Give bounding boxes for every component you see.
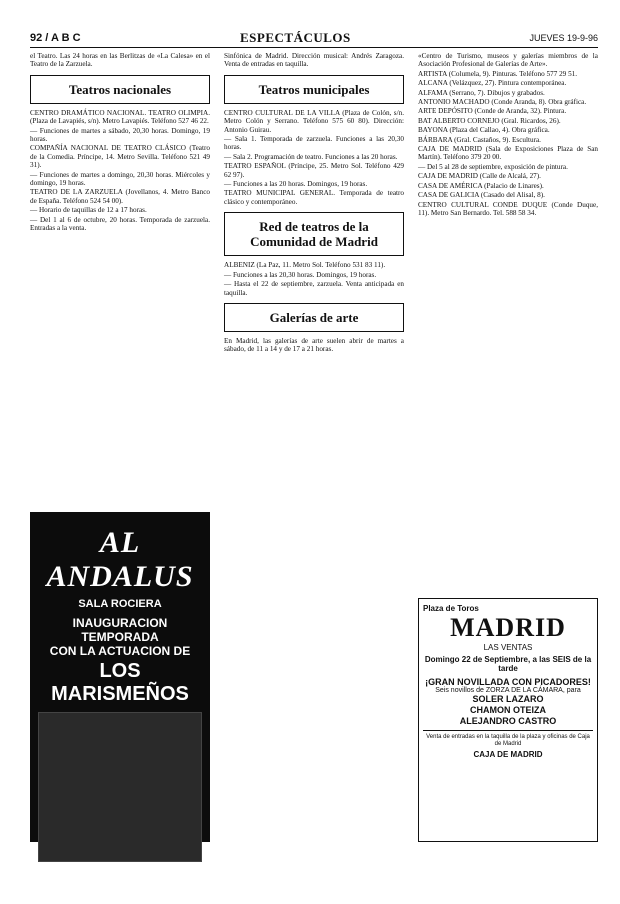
ad-city-title: MADRID (450, 613, 566, 642)
listing: CENTRO CULTURAL DE LA VILLA (Plaza de Colón, s/n. Metro Colón y Serrano. Teléfono 575 60 80). Dirección: Antonio Guirau. (224, 108, 404, 134)
ad-headline: LOS MARISMEÑOS (51, 660, 189, 705)
ad-venue: Plaza de Toros (423, 604, 479, 613)
intro-text: el Teatro. Las 24 horas en las Berlitzas de «La Calesa» en el Teatro de la Zarzuela. (30, 52, 210, 69)
listing: — Sala 1. Temporada de zarzuela. Funciones a las 20,30 horas. (224, 135, 404, 152)
listing: CENTRO DRAMÁTICO NACIONAL. TEATRO OLIMPIA. (Plaza de Lavapiés, s/n). Metro Lavapiés. Teléfono 527 46 22. (30, 108, 210, 126)
listing: — Funciones a las 20,30 horas. Domingos, 19 horas. (224, 270, 377, 279)
ad-bullfighter: CHAMON OTEIZA (470, 705, 546, 715)
ad-bullfighter: SOLER LAZARO (472, 694, 544, 704)
listing: — Hasta el 22 de septiembre, zarzuela. Venta anticipada en taquilla. (224, 280, 404, 297)
ad-sponsor: CAJA DE MADRID (473, 750, 543, 759)
red-teatros-heading: Red de teatros de la Comunidad de Madrid (224, 212, 404, 256)
column-1 (30, 52, 210, 904)
column-2 (224, 52, 404, 842)
gallery-listing: ALCANA (Velázquez, 27). Pintura contemporánea. (418, 79, 567, 88)
listing: En Madrid, las galerías de arte suelen abrir de martes a sábado, de 11 a 14 y de 17 a 21 horas. (224, 336, 404, 354)
ad-phone: RESERVA DE MESAS ☎ 556 14 39 (37, 880, 203, 904)
gallery-listing: ARTISTA (Columela, 9). Pinturas. Teléfono 577 29 51. (418, 69, 578, 78)
listing: — Sala 2. Programación de teatro. Funciones a las 20 horas. (224, 152, 398, 161)
listing: — Funciones a las 20 horas. Domingos, 19 horas. (224, 180, 368, 189)
ad-date: Domingo 22 de Septiembre, a las SEIS de la tarde (424, 655, 592, 673)
gallery-listing: BÁRBARA (Gral. Castaños, 9). Escultura. (418, 135, 541, 144)
bullfight-ad (418, 598, 598, 842)
listing: ALBENIZ (La Paz, 11. Metro Sol. Teléfono 531 83 11). (224, 261, 386, 270)
listings (30, 109, 210, 233)
ad-subtitle: SALA ROCIERA (78, 598, 162, 610)
listing: — Del 1 al 6 de octubre, 20 horas. Temporada de zarzuela. Entradas a la venta. (30, 215, 210, 233)
al-andalus-ad (30, 512, 210, 904)
column-3 (418, 52, 598, 842)
issue-date: JUEVES 19-9-96 (529, 33, 598, 43)
ad-photo (38, 712, 202, 862)
ad-address: CAPITAN HAYA, 19 (75, 868, 165, 879)
listing: TEATRO DE LA ZARZUELA (Jovellanos, 4. Metro Banco de España. Teléfono 524 54 00). (30, 188, 210, 205)
teatros-municipales-heading: Teatros municipales (224, 75, 404, 104)
listing: COMPAÑÍA NACIONAL DE TEATRO CLÁSICO (Teatro de la Comedia. Príncipe, 14. Metro Sevilla. Teléfono 521 49 31). (30, 144, 210, 170)
gallery-listing: CASA DE GALICIA (Casado del Alisal, 8). (418, 191, 545, 200)
ad-bullfighter: ALEJANDRO CASTRO (459, 716, 557, 726)
divider (423, 730, 593, 731)
section-title: ESPECTÁCULOS (240, 30, 351, 45)
teatros-nacionales-heading: Teatros nacionales (30, 75, 210, 104)
columns (30, 52, 598, 904)
galerias-heading: Galerías de arte (224, 303, 404, 332)
listing: — Funciones de martes a sábado, 20,30 horas. Domingo, 19 horas. (30, 126, 210, 144)
listing: — Horario de taquillas de 12 a 17 horas. (30, 206, 147, 215)
ad-subline: Seis novillos de ZORZA DE LA CÁMARA, para (435, 687, 581, 694)
page-number: 92 / A B C (30, 32, 81, 44)
gallery-listing: — Del 5 al 28 de septiembre, exposición de pintura. (418, 162, 568, 171)
gallery-listing: ALFAMA (Serrano, 7). Dibujos y grabados. (418, 88, 545, 97)
gallery-listing: CENTRO CULTURAL CONDE DUQUE (Conde Duque, 11). Metro San Bernardo. Tel. 588 58 34. (418, 200, 598, 217)
ad-line: CON LA ACTUACION DE (49, 644, 191, 658)
gallery-listing: BAYONA (Plaza del Callao, 4). Obra gráfica. (418, 126, 550, 135)
gallery-listing: CASA DE AMÉRICA (Palacio de Linares). (418, 181, 544, 190)
ad-line: INAUGURACION TEMPORADA (72, 616, 168, 644)
gallery-listing: ANTONIO MACHADO (Conde Aranda, 8). Obra gráfica. (418, 98, 587, 107)
listing: — Funciones de martes a domingo, 20,30 horas. Miércoles y domingo, 19 horas. (30, 170, 210, 188)
page-header (30, 30, 598, 48)
listing: TEATRO ESPAÑOL (Príncipe, 25. Metro Sol. Teléfono 429 62 97). (224, 162, 404, 179)
ad-note: Venta de entradas en la taquilla de la plaza y oficinas de Caja de Madrid (426, 734, 590, 747)
gallery-listing: CAJA DE MADRID (Sala de Exposiciones Plaza de San Martín). Teléfono 379 20 00. (418, 145, 598, 162)
gallery-listing: BAT ALBERTO CORNEJO (Gral. Ricardos, 26). (418, 116, 561, 125)
ad-headline: ¡GRAN NOVILLADA CON PICADORES! (425, 677, 591, 687)
ad-brand: AL ANDALUS (46, 526, 194, 593)
gallery-listing: «Centro de Turismo, museos y galerías miembros de la Asociación Profesional de Galerías de Arte». (418, 52, 598, 69)
gallery-listing: CAJA DE MADRID (Calle de Alcalá, 27). (418, 172, 541, 181)
listing: TEATRO MUNICIPAL GENERAL. Temporada de teatro clásico y contemporáneo. (224, 189, 404, 206)
ad-venue-name: LAS VENTAS (483, 643, 533, 652)
gallery-listing: ARTE DEPÓSITO (Conde de Aranda, 32). Pintura. (418, 107, 567, 116)
intro-text: Sinfónica de Madrid. Dirección musical: Andrés Zaragoza. Venta de entradas en taquilla. (224, 52, 404, 69)
